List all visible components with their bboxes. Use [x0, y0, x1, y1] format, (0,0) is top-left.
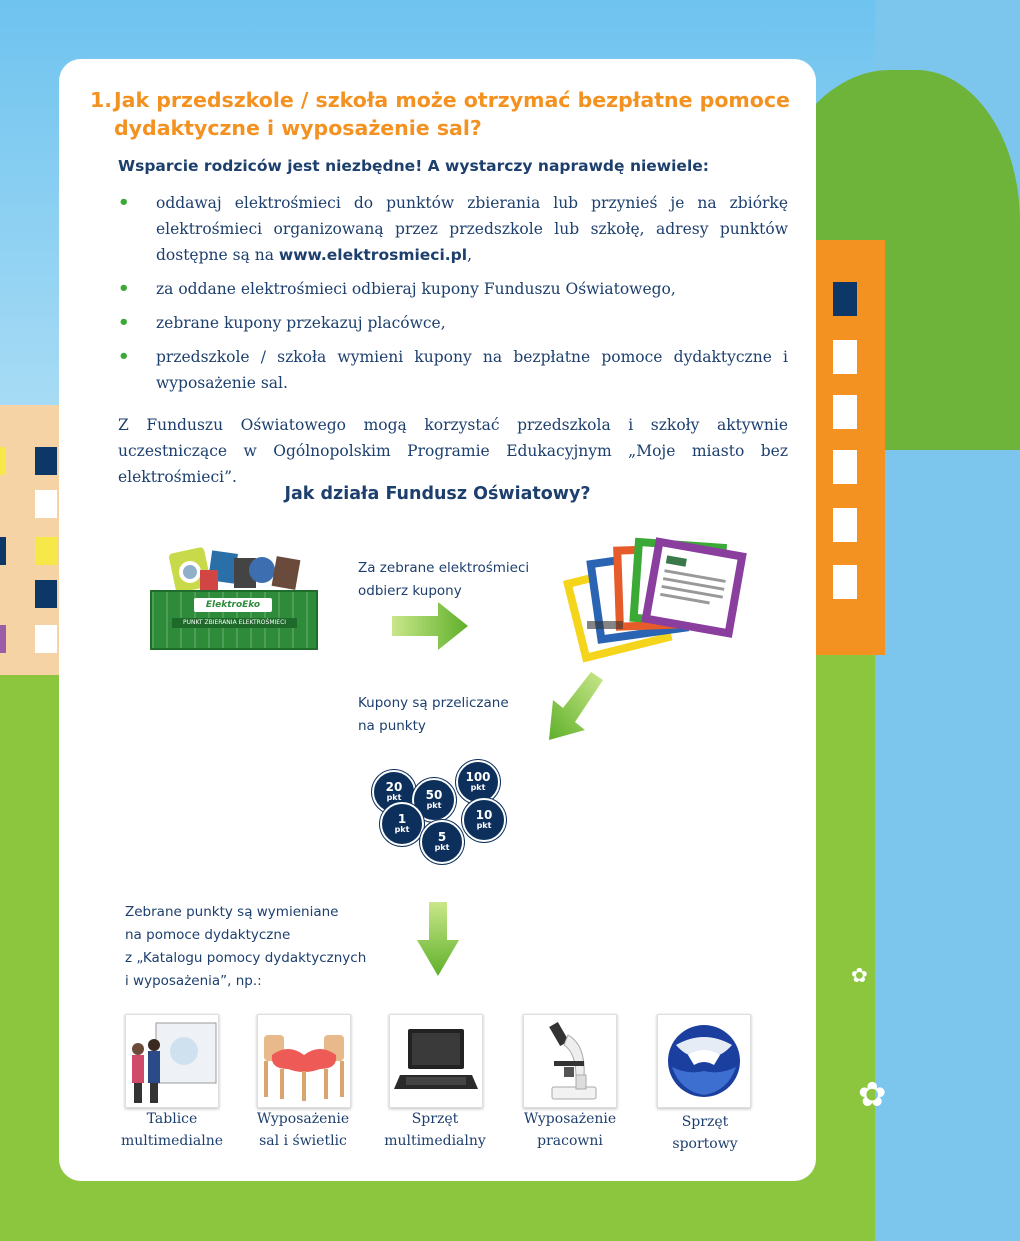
product-label-line-2: sal i świetlic — [259, 1133, 347, 1149]
bullet-text: przedszkole / szkoła wymieni kupony na bezpłatne pomoce dydaktyczne i wyposażenie sal. — [156, 348, 788, 392]
fund-paragraph: Z Funduszu Oświatowego mogą korzystać przedszkola i szkoły aktywnie uczestniczące w Ogólnopolskim Programie Edukacyjnym „Moje miasto bez elektrośmieci”. — [118, 416, 788, 486]
coin-5: 5 pkt — [420, 820, 464, 864]
list-item — [118, 310, 788, 336]
step-1-line-1: Za zebrane elektrośmieci — [358, 560, 530, 576]
arrow-right-icon — [390, 600, 470, 652]
heading-line-2: dydaktyczne i wyposażenie sal? — [114, 116, 482, 140]
section-title: Jak działa Fundusz Oświatowy? — [284, 484, 591, 504]
product-label-line-2: sportowy — [672, 1136, 738, 1152]
product-whiteboard — [125, 1014, 219, 1108]
step-3-line-4: i wyposażenia”, np.: — [125, 973, 262, 989]
product-label-line-1: Tablice — [146, 1111, 198, 1127]
heading-number: 1. — [90, 88, 113, 112]
collection-box — [150, 590, 318, 650]
step-1-line-2: odbierz kupony — [358, 583, 462, 599]
product-furniture — [257, 1014, 351, 1108]
bullet-icon: • — [118, 278, 130, 299]
list-item — [118, 344, 788, 396]
product-label-line-2: pracowni — [537, 1133, 603, 1149]
bullet-icon: • — [118, 312, 130, 333]
elektroeko-logo: ElektroEko — [194, 598, 272, 612]
product-label-line-1: Wyposażenie — [256, 1111, 350, 1127]
microscope-icon — [524, 1015, 616, 1107]
list-item — [118, 276, 788, 302]
product-label — [640, 1111, 770, 1155]
product-microscope — [523, 1014, 617, 1108]
flower-icon: ✿ — [858, 1075, 887, 1115]
bullet-text-end: , — [467, 246, 473, 264]
ball-icon — [658, 1015, 750, 1107]
product-label — [505, 1108, 635, 1152]
bullet-list — [118, 190, 788, 404]
coupons-illustration — [565, 535, 740, 660]
coin-1: 1 pkt — [380, 802, 424, 846]
step-1-caption — [358, 557, 529, 603]
coin-100: 100 pkt — [456, 760, 500, 804]
product-label — [107, 1108, 237, 1152]
product-label-line-1: Wyposażenie — [523, 1111, 617, 1127]
product-label — [238, 1108, 368, 1152]
building-right — [815, 240, 885, 655]
website-link[interactable]: www.elektrosmieci.pl — [278, 246, 468, 264]
product-label-line-1: Sprzęt — [681, 1114, 729, 1130]
coin-10: 10 pkt — [462, 798, 506, 842]
coin-50: 50 pkt — [412, 778, 456, 822]
product-ball — [657, 1014, 751, 1108]
step-3-line-1: Zebrane punkty są wymieniane — [125, 904, 339, 920]
table-chairs-icon — [258, 1015, 350, 1107]
bullet-text: za oddane elektrośmieci odbieraj kupony Funduszu Oświatowego, — [156, 280, 676, 298]
laptop-icon — [390, 1015, 482, 1107]
bullet-icon: • — [118, 192, 130, 213]
bullet-text: oddawaj elektrośmieci do punktów zbierania lub przynieś je na zbiórkę elektrośmieci organizowaną przez przedszkole lub szkołę, adresy punktów dostępne są na — [156, 194, 788, 264]
step-2-line-2: na punkty — [358, 718, 426, 734]
step-3-line-3: z „Katalogu pomocy dydaktycznych — [125, 950, 367, 966]
product-label-line-1: Sprzęt — [411, 1111, 459, 1127]
bin-subtitle: PUNKT ZBIERANIA ELEKTROŚMIECI — [172, 618, 297, 628]
electronics-pile-icon — [162, 540, 307, 595]
product-label-line-2: multimedialne — [121, 1133, 223, 1149]
step-3-caption — [125, 901, 366, 993]
lead-text: Wsparcie rodziców jest niezbędne! A wystarczy naprawdę niewiele: — [118, 157, 709, 175]
flower-icon: ✿ — [851, 963, 868, 987]
arrow-down-icon — [415, 900, 461, 978]
step-2-line-1: Kupony są przeliczane — [358, 695, 509, 711]
bullet-icon: • — [118, 346, 130, 367]
coin-20: 20 pkt — [372, 770, 416, 814]
bullet-text: zebrane kupony przekazuj placówce, — [156, 314, 446, 332]
step-3-line-2: na pomoce dydaktyczne — [125, 927, 291, 943]
collection-bin-illustration — [150, 540, 320, 655]
heading-line-1: Jak przedszkole / szkoła może otrzymać bezpłatne pomoce — [114, 88, 790, 112]
points-coins — [368, 758, 508, 868]
product-laptop — [389, 1014, 483, 1108]
step-2-caption — [358, 692, 509, 738]
list-item — [118, 190, 788, 268]
page-heading — [90, 86, 790, 142]
arrow-down-left-icon — [545, 672, 607, 742]
product-label-line-2: multimedialny — [384, 1133, 486, 1149]
interactive-whiteboard-icon — [126, 1015, 218, 1107]
product-label — [370, 1108, 500, 1152]
